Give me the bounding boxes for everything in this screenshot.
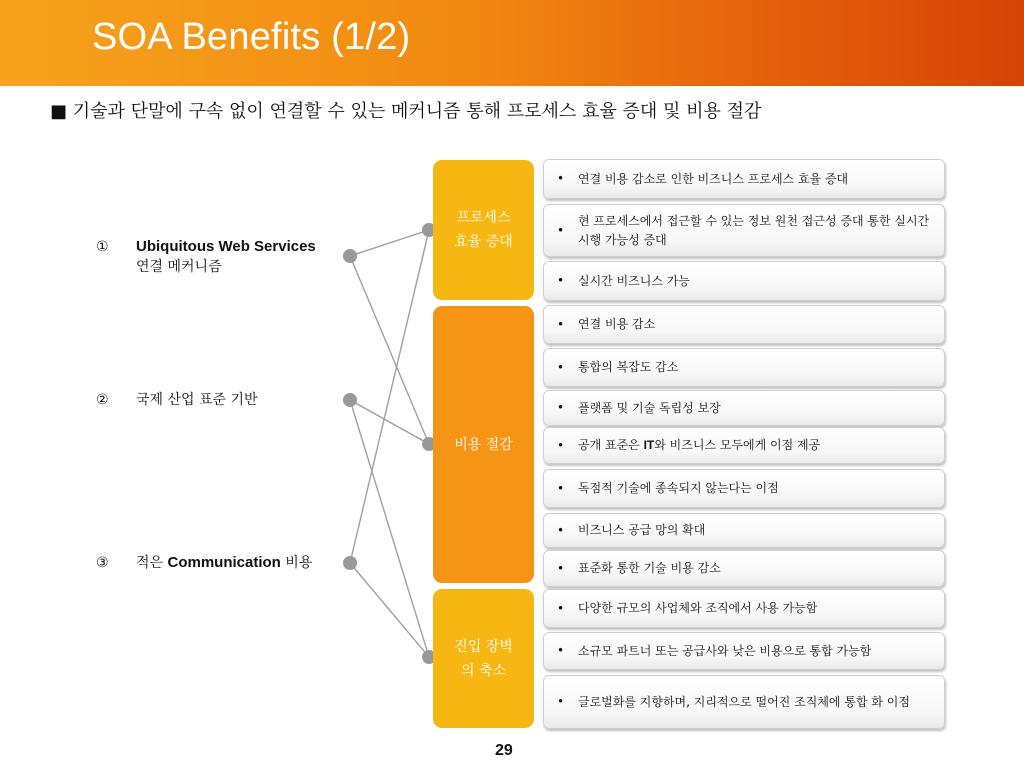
card-text: 플랫폼 및 기술 독립성 보장 (578, 400, 721, 415)
bullet-icon: • (557, 481, 565, 495)
benefit-card (543, 204, 945, 257)
item-1-number: ① (96, 239, 109, 255)
card-text: 표준화 통한 기술 비용 감소 (578, 561, 721, 575)
item-2-label: 국제 산업 표준 기반 (136, 392, 258, 408)
benefit-card (543, 550, 945, 587)
bullet-icon: • (557, 223, 565, 237)
benefit-card (543, 589, 945, 628)
category-3-line1: 진입 장벽 (454, 638, 513, 655)
benefit-card (543, 159, 945, 199)
slide-subtitle: ■ 기술과 단말에 구속 없이 연결할 수 있는 메커니즘 통해 프로세스 효율 증대 및 비용 절감 (50, 101, 762, 122)
item-2-number: ② (96, 392, 109, 408)
bullet-icon: • (557, 400, 565, 415)
card-text: 글로벌화를 지향하며, 지리적으로 떨어진 조직체에 통합 화 이점 (578, 694, 910, 709)
benefit-card (543, 427, 945, 464)
category-1-line1: 프로세스 (456, 210, 511, 226)
card-text: 연결 비용 감소 (578, 317, 656, 331)
card-text: 공개 표준은 IT와 비즈니스 모두에게 이점 제공 (578, 438, 821, 452)
connector-2-to-3 (350, 400, 429, 657)
item-1-title: Ubiquitous Web Services (136, 238, 316, 255)
item-3-node (343, 556, 357, 570)
card-text: 연결 비용 감소로 인한 비즈니스 프로세스 효율 증대 (578, 171, 849, 186)
item-2-node (343, 393, 357, 407)
benefit-card (543, 348, 945, 387)
bullet-icon: • (557, 643, 565, 658)
benefit-card (543, 632, 945, 670)
category-2-line1: 비용 절감 (454, 436, 513, 453)
benefit-card (543, 469, 945, 508)
category-cost-reduction (433, 306, 534, 583)
card-text: 독점적 기술에 종속되지 않는다는 이점 (578, 481, 779, 495)
bullet-icon: • (557, 438, 565, 452)
connector-1-to-2 (350, 256, 429, 444)
item-3-label: 적은 Communication 비용 (136, 554, 313, 571)
connector-3-to-1 (350, 230, 429, 563)
connector-1-to-1 (350, 230, 429, 256)
connector-3-to-3 (350, 563, 429, 657)
bullet-icon: • (557, 317, 565, 331)
benefit-card (543, 261, 945, 301)
category-entry-barrier (433, 589, 534, 728)
benefit-card (543, 513, 945, 548)
bullet-icon: • (557, 561, 565, 575)
card-text: 다양한 규모의 사업체와 조직에서 사용 가능함 (578, 601, 818, 615)
category-1-line2: 효율 증대 (454, 234, 513, 250)
bullet-icon: • (557, 523, 565, 537)
bullet-icon: • (557, 273, 565, 288)
item-1-node (343, 249, 357, 263)
card-text: 현 프로세스에서 접근할 수 있는 정보 원천 접근성 증대 통한 실시간 시행 가능성 증대 (578, 213, 930, 247)
page-number: 29 (495, 742, 513, 759)
card-text: 비즈니스 공급 망의 확대 (578, 523, 706, 537)
benefit-card (543, 675, 945, 729)
card-text: 실시간 비즈니스 가능 (578, 273, 690, 288)
bullet-icon: • (557, 694, 565, 709)
bullet-icon: • (557, 360, 565, 374)
bullet-icon: • (557, 601, 565, 615)
bullet-icon: • (557, 171, 565, 186)
card-text: 통합의 복잡도 감소 (578, 360, 679, 374)
slide-title: SOA Benefits (1/2) (92, 16, 411, 58)
item-1-subtitle: 연결 메커니즘 (136, 259, 222, 275)
category-process-efficiency (433, 160, 534, 300)
category-3-line2: 의 축소 (460, 662, 506, 679)
item-3-number: ③ (96, 555, 109, 571)
benefit-card (543, 390, 945, 426)
card-text: 소규모 파트너 또는 공급사와 낮은 비용으로 통합 가능함 (578, 643, 872, 658)
benefit-card (543, 305, 945, 344)
